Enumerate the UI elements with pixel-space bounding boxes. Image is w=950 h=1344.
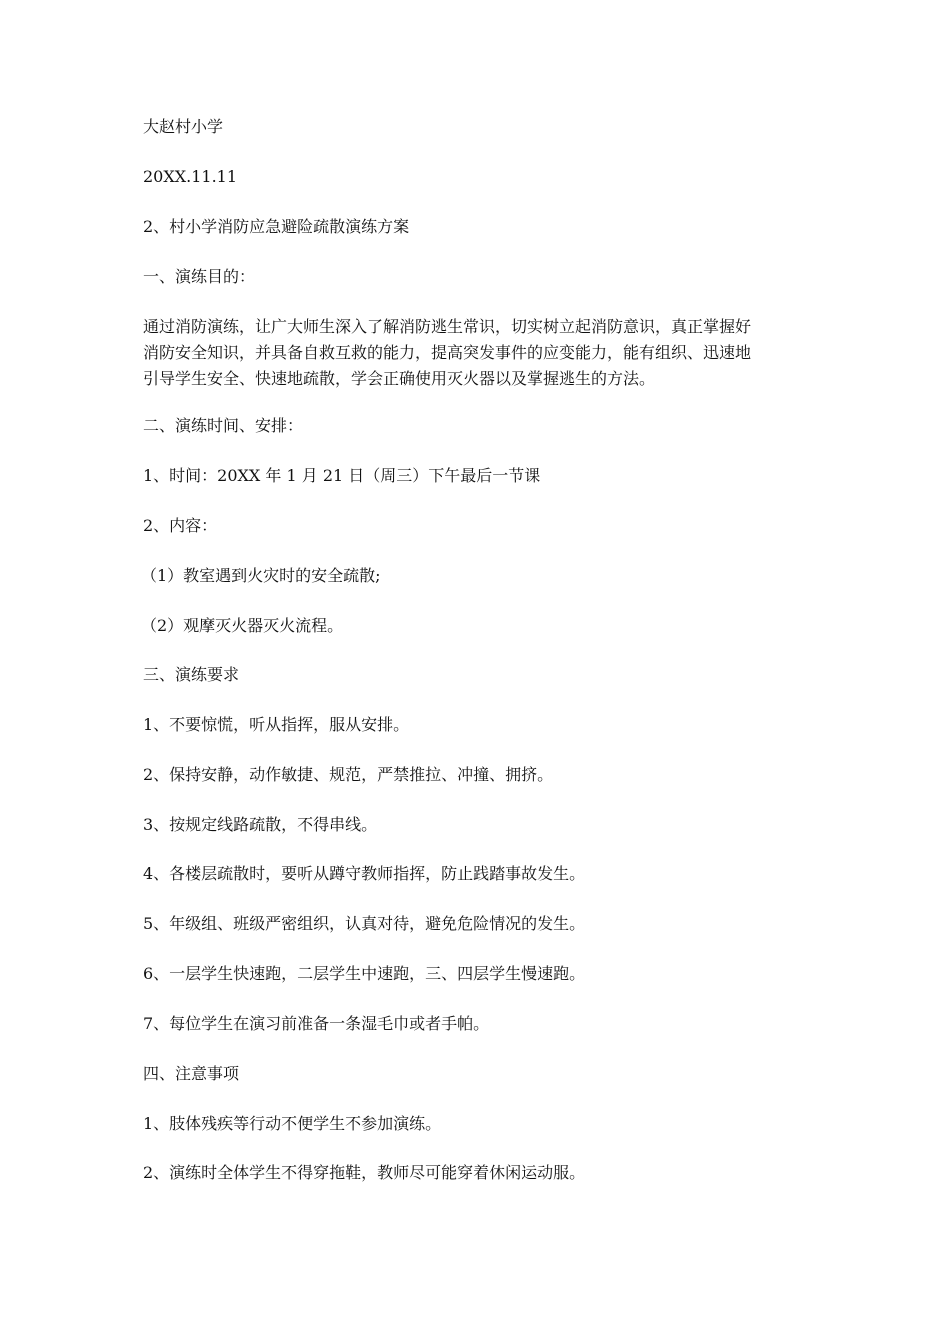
notice-item: 1、肢体残疾等行动不便学生不参加演练。 (143, 1114, 442, 1133)
paragraph-line: 消防安全知识，并具备自救互救的能力，提高突发事件的应变能力，能有组织、迅速地 (143, 343, 752, 362)
paragraph-line: 通过消防演练，让广大师生深入了解消防逃生常识，切实树立起消防意识，真正掌握好 (143, 317, 752, 336)
requirement-item: 4、各楼层疏散时，要听从蹲守教师指挥，防止践踏事故发生。 (143, 864, 586, 883)
content-label: 2、内容： (143, 516, 218, 535)
requirement-item: 1、不要惊慌，听从指挥，服从安排。 (143, 715, 410, 734)
document-date: 20XX.11.11 (143, 167, 238, 186)
section2-heading: 二、演练时间、安排： (143, 416, 304, 435)
paragraph-line: 引导学生安全、快速地疏散，学会正确使用灭火器以及掌握逃生的方法。 (143, 369, 656, 388)
document-title: 2、村小学消防应急避险疏散演练方案 (143, 217, 410, 236)
requirement-item: 5、年级组、班级严密组织，认真对待，避免危险情况的发生。 (143, 914, 586, 933)
section1-heading: 一、演练目的： (143, 267, 256, 286)
requirement-item: 7、每位学生在演习前准备一条湿毛巾或者手帕。 (143, 1014, 490, 1033)
content-item: （2）观摩灭火器灭火流程。 (141, 616, 344, 635)
school-name: 大赵村小学 (143, 117, 224, 136)
content-item: （1）教室遇到火灾时的安全疏散; (141, 566, 381, 585)
requirement-item: 3、按规定线路疏散，不得串线。 (143, 815, 378, 834)
section3-heading: 三、演练要求 (143, 665, 240, 684)
requirement-item: 2、保持安静，动作敏捷、规范，严禁推拉、冲撞、拥挤。 (143, 765, 554, 784)
section4-heading: 四、注意事项 (143, 1064, 240, 1083)
drill-time: 1、时间：20XX 年 1 月 21 日（周三）下午最后一节课 (143, 466, 541, 485)
section1-paragraph (143, 314, 813, 392)
notice-item: 2、演练时全体学生不得穿拖鞋，教师尽可能穿着休闲运动服。 (143, 1163, 586, 1182)
requirement-item: 6、一层学生快速跑，二层学生中速跑，三、四层学生慢速跑。 (143, 964, 586, 983)
